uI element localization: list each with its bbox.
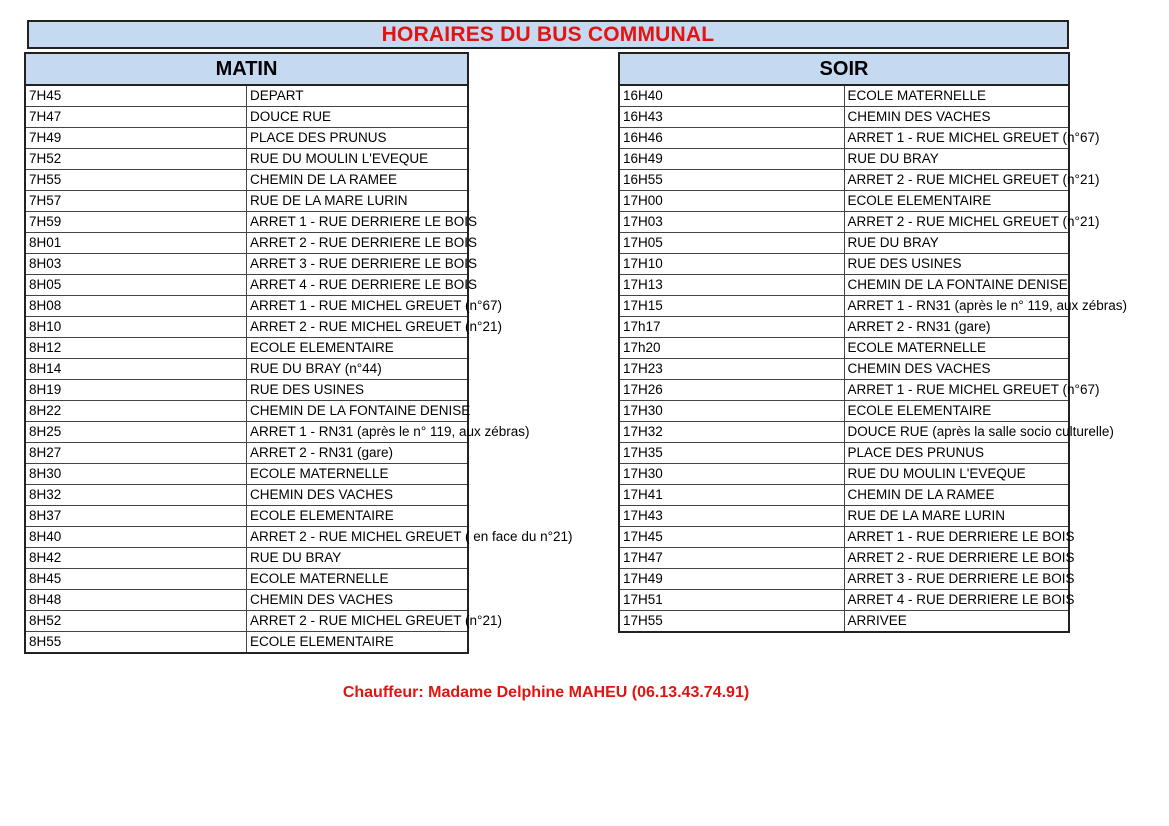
table-row [25,191,468,212]
time-cell: 17h17 [619,317,844,338]
page-title: HORAIRES DU BUS COMMUNAL [27,20,1069,49]
time-cell: 8H10 [25,317,247,338]
stop-cell: CHEMIN DES VACHES [844,107,1069,128]
table-row [25,170,468,191]
time-cell: 8H42 [25,548,247,569]
morning-header: MATIN [25,53,468,85]
time-cell: 17H51 [619,590,844,611]
stop-cell: RUE DU BRAY [247,548,469,569]
table-row [25,380,468,401]
time-cell: 7H55 [25,170,247,191]
stop-cell: ECOLE MATERNELLE [844,338,1069,359]
time-cell: 8H03 [25,254,247,275]
stop-cell: ARRET 2 - RN31 (gare) [844,317,1069,338]
stop-cell: RUE DE LA MARE LURIN [247,191,469,212]
time-cell: 17H47 [619,548,844,569]
table-row [619,485,1069,506]
stop-cell: ECOLE MATERNELLE [247,464,469,485]
time-cell: 17H35 [619,443,844,464]
table-row [619,85,1069,107]
morning-schedule-table [24,52,573,654]
table-row [619,464,1069,485]
stop-cell: ARRET 1 - RUE MICHEL GREUET (n°67) [844,380,1069,401]
stop-cell: RUE DE LA MARE LURIN [844,506,1069,527]
time-cell: 17H32 [619,422,844,443]
time-cell: 8H37 [25,506,247,527]
table-row [619,338,1069,359]
table-row [619,422,1069,443]
time-cell: 17H55 [619,611,844,633]
time-cell: 7H45 [25,85,247,107]
stop-cell: CHEMIN DES VACHES [247,485,469,506]
table-row [25,359,468,380]
time-cell: 8H30 [25,464,247,485]
table-row [619,527,1069,548]
stop-cell: ECOLE ELEMENTAIRE [247,632,469,654]
time-cell: 17H15 [619,296,844,317]
time-cell: 7H47 [25,107,247,128]
stop-cell: ARRET 1 - RUE DERRIERE LE BOIS [844,527,1069,548]
time-cell: 16H43 [619,107,844,128]
time-cell: 17H30 [619,464,844,485]
evening-schedule-table [618,52,1128,633]
stop-cell: DEPART [247,85,469,107]
stop-cell: ARRET 2 - RUE MICHEL GREUET ( en face du n°21) [247,527,469,548]
table-row [25,317,468,338]
table-row [25,464,468,485]
stop-cell: CHEMIN DE LA FONTAINE DENISE [844,275,1069,296]
table-row [25,569,468,590]
stop-cell: ECOLE MATERNELLE [247,569,469,590]
table-row [25,149,468,170]
time-cell: 8H12 [25,338,247,359]
stop-cell: DOUCE RUE [247,107,469,128]
table-row [25,233,468,254]
table-row [25,548,468,569]
table-row [619,317,1069,338]
stop-cell: ARRET 1 - RUE MICHEL GREUET (n°67) [844,128,1069,149]
time-cell: 17H26 [619,380,844,401]
time-cell: 17H13 [619,275,844,296]
table-row [619,233,1069,254]
table-row [25,275,468,296]
time-cell: 17H00 [619,191,844,212]
stop-cell: CHEMIN DE LA RAMEE [247,170,469,191]
table-row [25,212,468,233]
stop-cell: ARRET 1 - RUE MICHEL GREUET (n°67) [247,296,469,317]
table-row [25,254,468,275]
stop-cell: ECOLE ELEMENTAIRE [247,506,469,527]
stop-cell: RUE DU BRAY [844,233,1069,254]
time-cell: 8H05 [25,275,247,296]
table-row [619,548,1069,569]
table-row [25,422,468,443]
stop-cell: ARRET 2 - RUE DERRIERE LE BOIS [844,548,1069,569]
time-cell: 7H52 [25,149,247,170]
time-cell: 17H03 [619,212,844,233]
stop-cell: ARRET 4 - RUE DERRIERE LE BOIS [844,590,1069,611]
stop-cell: ARRET 2 - RUE MICHEL GREUET (n°21) [844,212,1069,233]
table-row [619,380,1069,401]
stop-cell: CHEMIN DES VACHES [844,359,1069,380]
table-row [619,170,1069,191]
time-cell: 16H55 [619,170,844,191]
table-row [619,212,1069,233]
stop-cell: ARRET 2 - RN31 (gare) [247,443,469,464]
stop-cell: ECOLE ELEMENTAIRE [844,191,1069,212]
time-cell: 8H48 [25,590,247,611]
time-cell: 17H23 [619,359,844,380]
stop-cell: CHEMIN DE LA FONTAINE DENISE [247,401,469,422]
table-row [25,506,468,527]
time-cell: 17H10 [619,254,844,275]
table-row [619,149,1069,170]
stop-cell: ARRET 2 - RUE MICHEL GREUET (n°21) [844,170,1069,191]
time-cell: 16H46 [619,128,844,149]
table-row [619,611,1069,633]
time-cell: 8H27 [25,443,247,464]
stop-cell: ECOLE MATERNELLE [844,85,1069,107]
time-cell: 17H43 [619,506,844,527]
table-row [25,443,468,464]
table-row [619,569,1069,590]
stop-cell: ARRET 3 - RUE DERRIERE LE BOIS [844,569,1069,590]
stop-cell: ARRET 3 - RUE DERRIERE LE BOIS [247,254,469,275]
stop-cell: RUE DU MOULIN L'EVEQUE [844,464,1069,485]
time-cell: 8H25 [25,422,247,443]
time-cell: 8H19 [25,380,247,401]
time-cell: 8H32 [25,485,247,506]
table-row [619,254,1069,275]
stop-cell: RUE DU BRAY (n°44) [247,359,469,380]
time-cell: 17H45 [619,527,844,548]
time-cell: 16H49 [619,149,844,170]
time-cell: 8H45 [25,569,247,590]
stop-cell: DOUCE RUE (après la salle socio culturelle) [844,422,1069,443]
time-cell: 8H08 [25,296,247,317]
stop-cell: CHEMIN DE LA RAMEE [844,485,1069,506]
table-row [25,485,468,506]
time-cell: 17H05 [619,233,844,254]
time-cell: 8H22 [25,401,247,422]
stop-cell: ARRET 4 - RUE DERRIERE LE BOIS [247,275,469,296]
stop-cell: ARRET 2 - RUE MICHEL GREUET (n°21) [247,317,469,338]
table-row [25,338,468,359]
table-row [619,401,1069,422]
table-row [619,128,1069,149]
table-row [619,359,1069,380]
table-row [25,590,468,611]
stop-cell: RUE DU BRAY [844,149,1069,170]
time-cell: 16H40 [619,85,844,107]
table-row [25,611,468,632]
stop-cell: RUE DU MOULIN L'EVEQUE [247,149,469,170]
table-row [25,107,468,128]
stop-cell: ARRET 1 - RN31 (après le n° 119, aux zébras) [844,296,1069,317]
stop-cell: ARRET 1 - RUE DERRIERE LE BOIS [247,212,469,233]
stop-cell: ARRIVEE [844,611,1069,633]
table-row [619,443,1069,464]
stop-cell: PLACE DES PRUNUS [247,128,469,149]
stop-cell: ARRET 2 - RUE DERRIERE LE BOIS [247,233,469,254]
driver-contact: Chauffeur: Madame Delphine MAHEU (06.13.43.74.91) [342,684,750,701]
table-row [25,85,468,107]
time-cell: 17h20 [619,338,844,359]
time-cell: 7H59 [25,212,247,233]
table-row [619,590,1069,611]
table-row [619,296,1069,317]
time-cell: 17H49 [619,569,844,590]
time-cell: 17H30 [619,401,844,422]
table-row [25,527,468,548]
table-row [25,632,468,654]
stop-cell: RUE DES USINES [247,380,469,401]
time-cell: 7H49 [25,128,247,149]
time-cell: 17H41 [619,485,844,506]
stop-cell: CHEMIN DES VACHES [247,590,469,611]
stop-cell: ARRET 1 - RN31 (après le n° 119, aux zébras) [247,422,469,443]
evening-header: SOIR [619,53,1069,85]
time-cell: 8H14 [25,359,247,380]
table-row [619,191,1069,212]
stop-cell: PLACE DES PRUNUS [844,443,1069,464]
table-row [25,128,468,149]
time-cell: 8H55 [25,632,247,654]
stop-cell: ECOLE ELEMENTAIRE [247,338,469,359]
table-row [619,275,1069,296]
stop-cell: ARRET 2 - RUE MICHEL GREUET (n°21) [247,611,469,632]
table-row [619,107,1069,128]
stop-cell: RUE DES USINES [844,254,1069,275]
time-cell: 8H40 [25,527,247,548]
table-row [25,296,468,317]
table-row [619,506,1069,527]
time-cell: 8H52 [25,611,247,632]
time-cell: 7H57 [25,191,247,212]
time-cell: 8H01 [25,233,247,254]
stop-cell: ECOLE ELEMENTAIRE [844,401,1069,422]
table-row [25,401,468,422]
